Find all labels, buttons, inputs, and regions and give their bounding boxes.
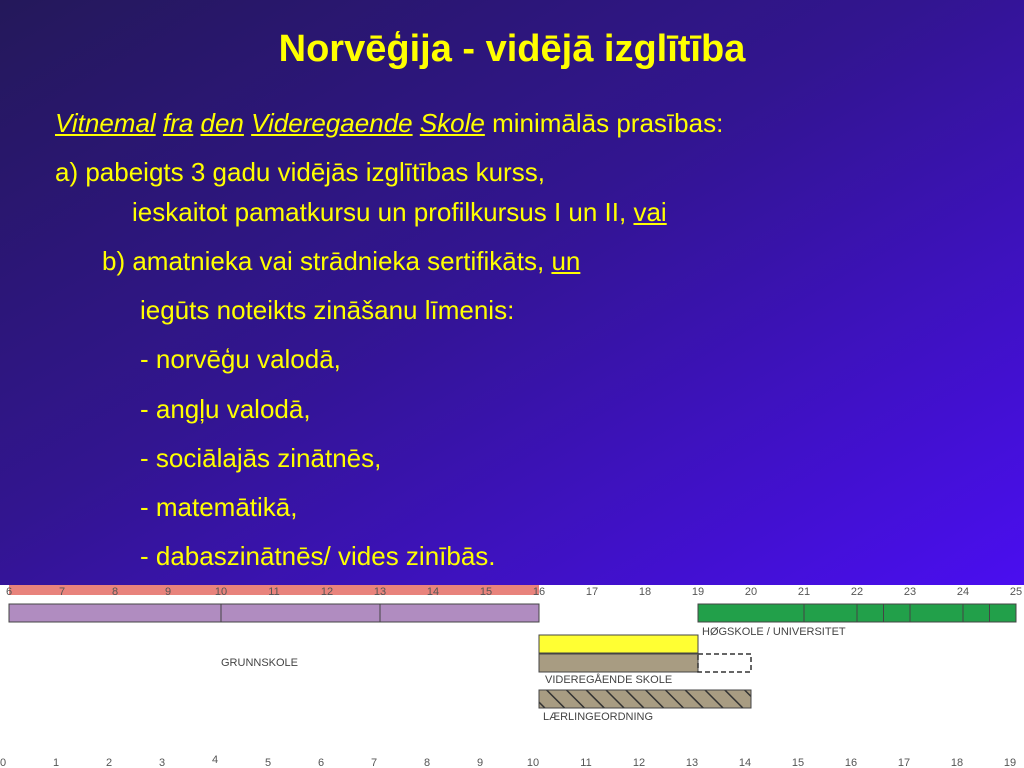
year-tick-label: 15: [791, 757, 805, 768]
age-tick-label: 11: [268, 586, 280, 598]
term-den: den: [200, 108, 244, 138]
age-tick-label: 22: [850, 586, 864, 598]
year-tick-label: 10: [526, 757, 540, 768]
intro-rest: minimālās prasības:: [492, 108, 724, 138]
age-tick-label: 18: [638, 586, 652, 598]
term-fra: fra: [162, 108, 194, 138]
year-tick-label: 14: [738, 757, 752, 768]
age-tick-label: 9: [164, 586, 172, 598]
line-a: a) pabeigts 3 gadu vidējās izglītības kurss,: [55, 157, 545, 187]
term-vitnemal: Vitnemal: [55, 108, 156, 138]
grunnskole-bar: [9, 604, 539, 622]
year-tick-label: 9: [476, 757, 484, 768]
hogskole-bar-label: HØGSKOLE / UNIVERSITET: [702, 626, 846, 638]
line-a2: [132, 197, 667, 228]
year-tick-label: 18: [950, 757, 964, 768]
year-tick-label: 6: [317, 757, 325, 768]
dashed-extension: [698, 654, 751, 672]
subject-math: - matemātikā,: [140, 492, 298, 522]
videregaende-bar: [539, 654, 698, 672]
age-tick-label: 17: [585, 586, 599, 598]
line-a2-text: ieskaitot pamatkursu un profilkursus I un II,: [132, 197, 627, 227]
line-b-text: b) amatnieka vai strādnieka sertifikāts,: [102, 246, 545, 276]
age-tick-label: 25: [1009, 586, 1023, 598]
age-tick-label: 6: [5, 586, 13, 598]
age-tick-label: 20: [744, 586, 758, 598]
term-skole: Skole: [419, 108, 485, 138]
intro-line: [55, 108, 723, 139]
laerlingeordning-bar: [539, 690, 751, 708]
year-tick-label: 0: [0, 757, 7, 768]
age-tick-label: 23: [903, 586, 917, 598]
age-tick-label: 10: [214, 586, 228, 598]
laerlingeordning-bar-label: LÆRLINGEORDNING: [543, 711, 654, 723]
year-tick-label: 5: [264, 757, 272, 768]
age-tick-label: 24: [956, 586, 970, 598]
upper-secondary-bar: [539, 635, 698, 653]
line-c: iegūts noteikts zināšanu līmenis:: [140, 295, 515, 325]
year-tick-label: 8: [423, 757, 431, 768]
year-tick-label: 16: [844, 757, 858, 768]
videregaende-bar-label: VIDEREGÅENDE SKOLE: [545, 674, 673, 686]
term-videregaende: Videregaende: [251, 108, 413, 138]
education-timeline: [0, 580, 1024, 768]
grunnskole-bar-label: GRUNNSKOLE: [221, 657, 299, 669]
age-tick-label: 8: [111, 586, 119, 598]
age-tick-label: 14: [426, 586, 440, 598]
subject-english: - angļu valodā,: [140, 394, 311, 424]
age-tick-label: 7: [58, 586, 66, 598]
year-tick-label: 4: [211, 754, 219, 766]
age-tick-label: 15: [479, 586, 493, 598]
year-tick-label: 19: [1003, 757, 1017, 768]
year-tick-label: 3: [158, 757, 166, 768]
year-tick-label: 17: [897, 757, 911, 768]
year-tick-label: 13: [685, 757, 699, 768]
subject-social: - sociālajās zinātnēs,: [140, 443, 382, 473]
link-vai[interactable]: vai: [633, 197, 667, 227]
year-tick-label: 11: [580, 757, 592, 768]
year-tick-label: 2: [105, 757, 113, 768]
year-tick-label: 7: [370, 757, 378, 768]
subject-science: - dabaszinātnēs/ vides zinībās.: [140, 541, 496, 571]
age-tick-label: 16: [532, 586, 546, 598]
year-tick-label: 1: [52, 757, 60, 768]
age-tick-label: 21: [797, 586, 811, 598]
age-tick-label: 12: [320, 586, 334, 598]
age-tick-label: 19: [691, 586, 705, 598]
link-un[interactable]: un: [551, 246, 581, 276]
year-tick-label: 12: [632, 757, 646, 768]
line-b: [102, 246, 580, 277]
slide-title: Norvēģija - vidējā izglītība: [278, 28, 746, 70]
age-tick-label: 13: [373, 586, 387, 598]
subject-norwegian: - norvēģu valodā,: [140, 344, 341, 374]
